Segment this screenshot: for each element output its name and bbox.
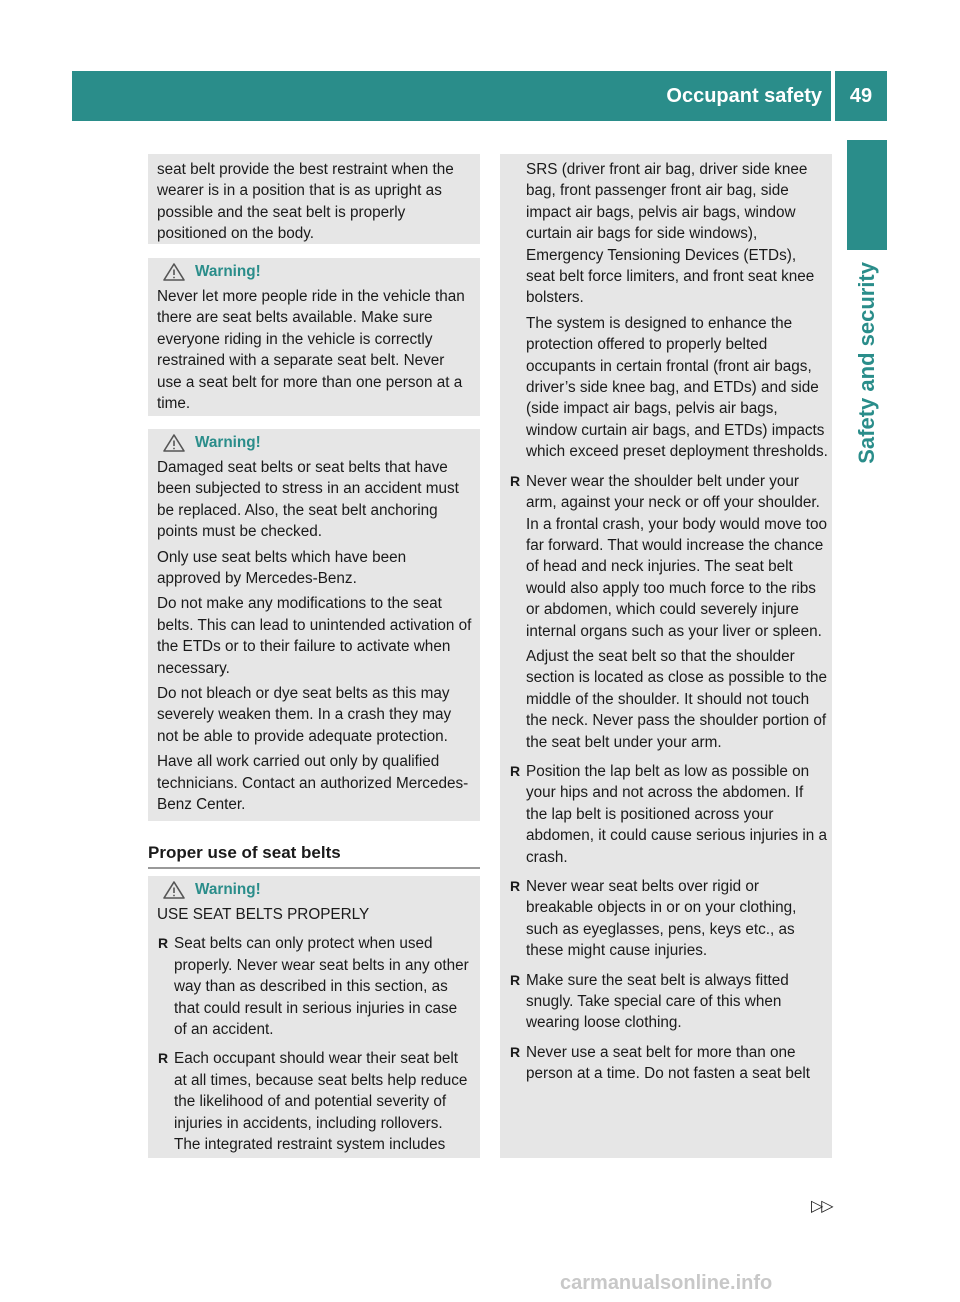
warning-box-2 [148, 429, 480, 821]
warning-title: Warning! [195, 881, 261, 898]
warning-header [157, 429, 472, 457]
warning-header [157, 258, 472, 286]
warning-paragraph: Have all work carried out only by qualified technicians. Contact an authorized Mercedes-Benz Center. [157, 753, 469, 814]
continued-block [509, 159, 828, 463]
warning-title: Warning! [195, 434, 261, 451]
watermark: carmanualsonline.info [560, 1272, 773, 1294]
warning-paragraph: Never let more people ride in the vehicle than there are seat belts available. Make sure everyone riding in the vehicle is correctly restrained with a separate seat belt. Never use a seat belt for more than one person at a time. [157, 288, 465, 413]
warning-paragraph: Only use seat belts which have been approved by Mercedes-Benz. [157, 548, 407, 588]
warning-box-1 [148, 258, 480, 416]
warning-triangle-icon [163, 263, 185, 281]
list-item: R Never wear the shoulder belt under your arm, against your neck or off your shoulder. In a frontal crash, your body would move too far forward. That would increase the chance of head and neck injuries. The seat belt would also apply too much force to the ribs or abdomen, which could severely injure internal organs such as your liver or spleen. [509, 471, 828, 642]
list-item-extra: Adjust the seat belt so that the shoulder section is located as close as possible to the middle of the shoulder. It should not touch the neck. Never pass the shoulder portion of the seat belt under your arm. [526, 647, 828, 751]
warning-header [157, 876, 472, 904]
warning-bullet: R Seat belts can only protect when used properly. Never wear seat belts in any other way than as described in this section, as that could result in serious injuries in case of an accident. [157, 933, 472, 1040]
warning-triangle-icon [163, 881, 185, 899]
continued-box [500, 154, 832, 1158]
continued-paragraph: SRS (driver front air bag, driver side knee bag, front passenger front air bag, side impact air bags, pelvis air bags, window curtain air bags for side windows), Emergency Tensioning Devices (ETDs), seat belt force limiters, and front seat knee bolsters. [526, 161, 815, 307]
warning-paragraph: Do not make any modifications to the seat belts. This can lead to unintended activation of the ETDs or to their failure to activate when necessary. [157, 595, 472, 677]
continued-paragraph: The system is designed to enhance the protection offered to properly belted occupants in certain frontal (front air bags, driver’s side knee bag, and ETDs) and side (side impact air bags, pelvis air bags, window curtain air bags, and ETDs) impacts which exceed preset deployment thresholds. [526, 314, 828, 461]
side-tab-label: Safety and security [854, 262, 879, 464]
warning-triangle-icon [163, 434, 185, 452]
warning-lead: USE SEAT BELTS PROPERLY [157, 906, 370, 923]
warning-paragraph: Damaged seat belts or seat belts that have been subjected to stress in an accident must be replaced. Also, the seat belt anchoring points must be checked. [157, 459, 459, 541]
side-tab-block [847, 140, 887, 250]
list-item: R Position the lap belt as low as possible on your hips and not across the abdomen. If the lap belt is positioned across your abdomen, it could cause serious injuries in a crash. [509, 761, 828, 868]
list-item: R Make sure the seat belt is always fitted snugly. Take special care of this when wearing loose clothing. [509, 970, 828, 1034]
intro-paragraph: seat belt provide the best restraint when the wearer is in a position that is as upright as possible and the seat belt is properly positioned on the body. [157, 161, 454, 243]
warning-box-3 [148, 876, 480, 1158]
intro-box [148, 154, 480, 244]
warning-paragraph: Do not bleach or dye seat belts as this may severely weaken them. In a crash they may not be able to provide adequate protection. [157, 685, 452, 745]
page-title: Occupant safety [666, 85, 822, 107]
list-item: R Never wear seat belts over rigid or breakable objects in or on your clothing, such as eyeglasses, pens, keys etc., as these might cause injuries. [509, 876, 828, 962]
warning-title: Warning! [195, 263, 261, 280]
section-heading: Proper use of seat belts [148, 840, 480, 869]
warning-bullet: R Each occupant should wear their seat belt at all times, because seat belts help reduce the likelihood of and potential severity of injuries in accidents, including rollovers. The integrated restraint system includes [157, 1048, 472, 1155]
continue-arrow-icon: ▷▷ [811, 1198, 832, 1215]
page-number: 49 [835, 71, 887, 121]
list-item: R Never use a seat belt for more than one person at a time. Do not fasten a seat belt [509, 1042, 828, 1085]
